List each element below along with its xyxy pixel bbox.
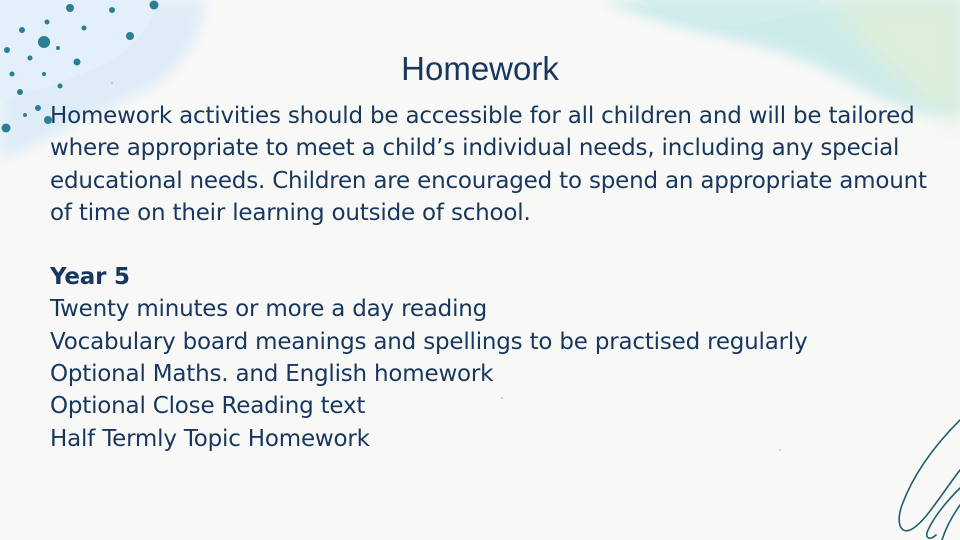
homework-item: Vocabulary board meanings and spellings to be practised regularly — [50, 328, 808, 355]
intro-paragraph: Homework activities should be accessible for all children and will be tailored where appropriate to meet a child’s individual needs, including any special educational needs. Children are encouraged to spend an appropriate amount of time on their learning outside of school. — [50, 103, 927, 226]
homework-item: Half Termly Topic Homework — [50, 425, 370, 452]
year-heading: Year 5 — [50, 264, 130, 291]
homework-item: Twenty minutes or more a day reading — [50, 296, 488, 323]
homework-item: Optional Close Reading text — [50, 393, 366, 420]
paragraph-spacer — [50, 229, 945, 261]
slide-body — [50, 100, 945, 455]
slide-title: Homework — [401, 50, 559, 87]
homework-item: Optional Maths. and English homework — [50, 361, 494, 388]
